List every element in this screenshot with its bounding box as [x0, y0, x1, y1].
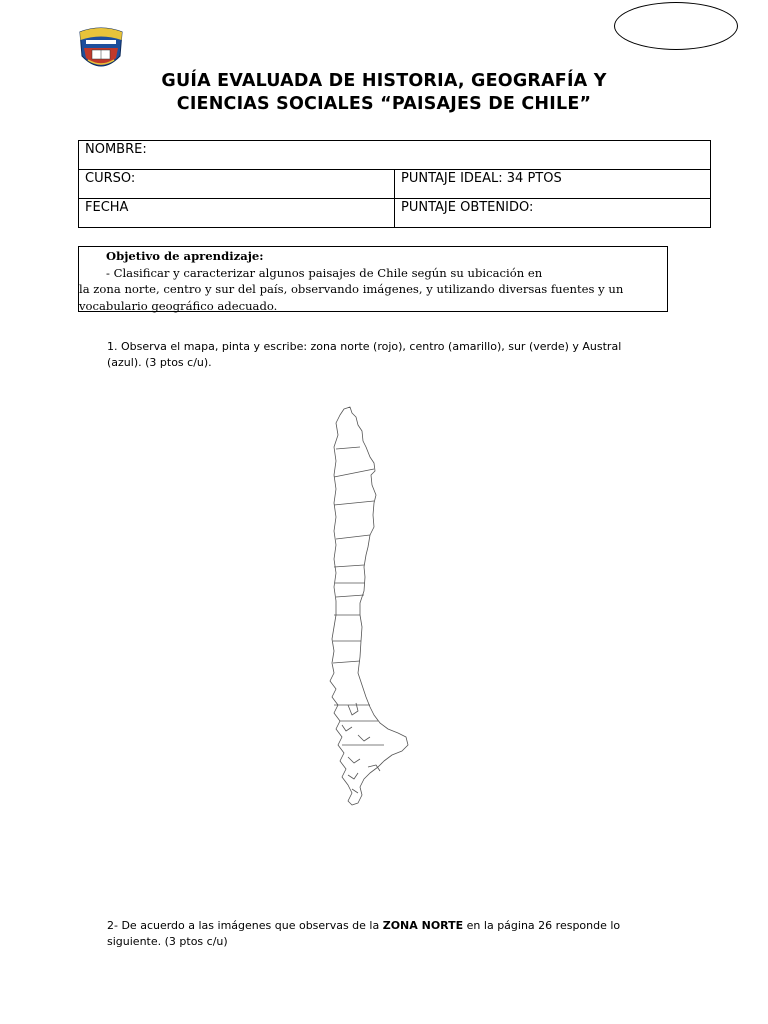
school-logo [74, 26, 128, 74]
objetivo-line3: vocabulario geográfico adecuado. [79, 298, 278, 313]
puntaje-obtenido-field[interactable]: PUNTAJE OBTENIDO: [395, 199, 711, 228]
page-title-line2: CIENCIAS SOCIALES “PAISAJES DE CHILE” [176, 94, 592, 114]
student-info-table [78, 140, 711, 228]
question-2 [107, 918, 647, 950]
question-1 [107, 339, 647, 371]
score-oval [614, 2, 738, 50]
objetivo-line2: la zona norte, centro y sur del país, observando imágenes, y utilizando diversas fuentes y un [79, 282, 624, 296]
objetivo-line1: - Clasificar y caracterizar algunos paisajes de Chile según su ubicación en [106, 265, 543, 280]
puntaje-ideal-field: PUNTAJE IDEAL: 34 PTOS [395, 170, 711, 199]
question-2-bold: ZONA NORTE [382, 919, 464, 932]
question-1-line1: 1. Observa el mapa, pinta y escribe: zona norte (rojo), centro (amarillo), sur (verde) y Austral [107, 340, 622, 353]
nombre-field[interactable]: NOMBRE: [79, 141, 711, 170]
question-2-line2: siguiente. (3 ptos c/u) [107, 935, 228, 948]
question-1-line2: (azul). (3 ptos c/u). [107, 356, 212, 369]
question-2-prefix: 2- De acuerdo a las imágenes que observas de la [107, 919, 383, 932]
curso-field[interactable]: CURSO: [79, 170, 395, 199]
fecha-field[interactable]: FECHA [79, 199, 395, 228]
objetivo-box [78, 246, 668, 312]
question-2-suffix: en la página 26 responde lo [463, 919, 621, 932]
chile-outline-map [318, 405, 410, 825]
page-title-line1: GUÍA EVALUADA DE HISTORIA, GEOGRAFÍA Y [161, 71, 607, 91]
objetivo-title: Objetivo de aprendizaje: [106, 249, 264, 263]
question-2-line1 [107, 918, 647, 934]
